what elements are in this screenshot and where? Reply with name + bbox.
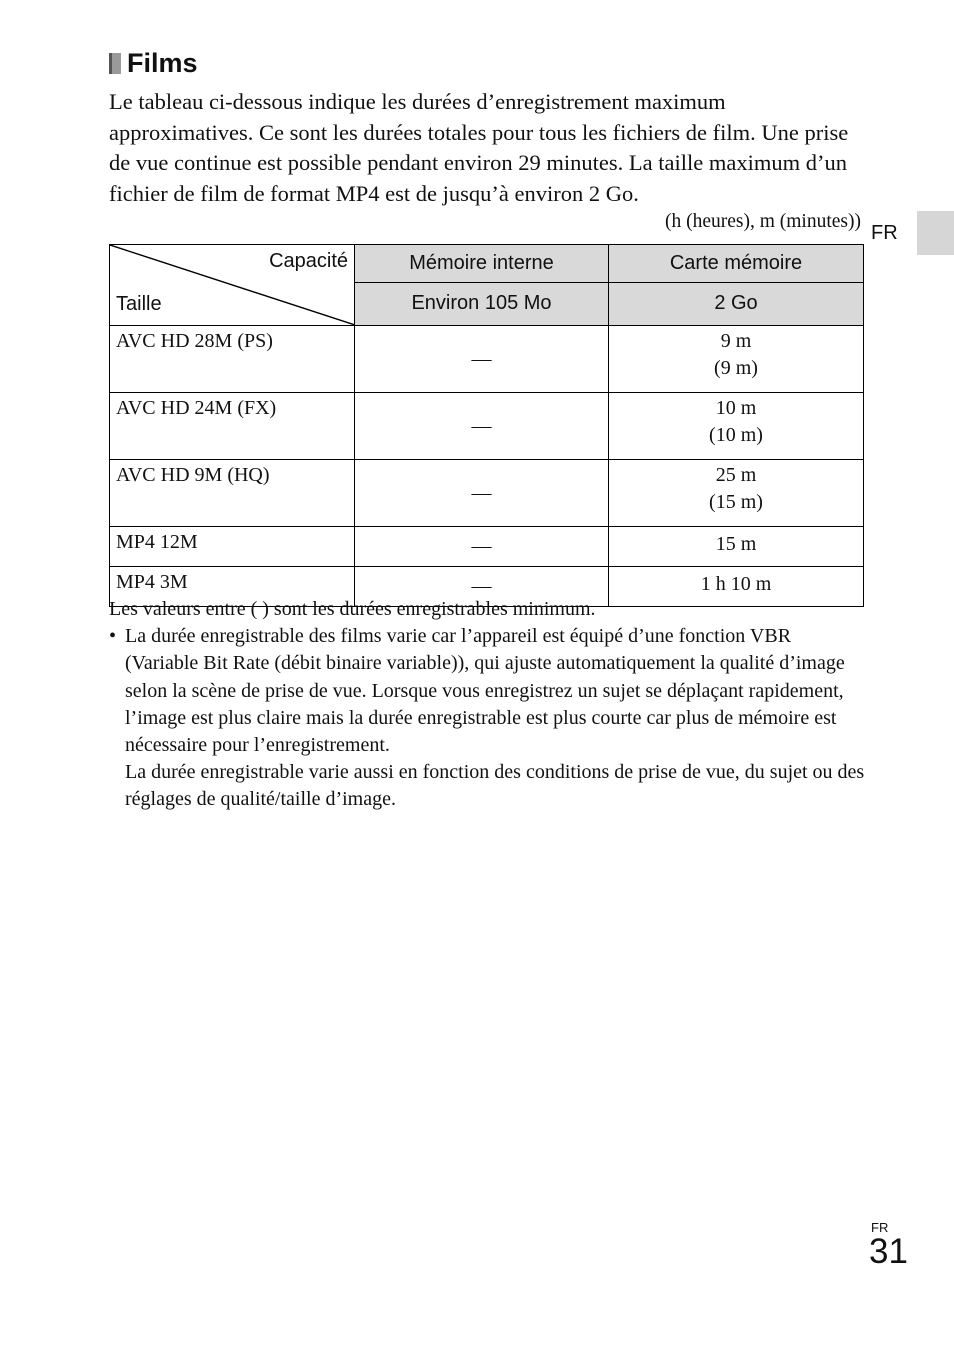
side-language-tab xyxy=(917,211,954,255)
header-internal-memory: Mémoire interne xyxy=(355,245,609,283)
card-value xyxy=(609,326,864,393)
card-min: (15 m) xyxy=(709,491,763,513)
card-max: 10 m xyxy=(715,397,757,419)
card-value xyxy=(609,393,864,460)
corner-cell xyxy=(110,245,355,326)
heading-title: Films xyxy=(127,48,198,78)
internal-value: — xyxy=(355,393,609,460)
card-value: 15 m xyxy=(609,527,864,567)
table-row xyxy=(110,460,864,527)
notes-section xyxy=(109,596,869,814)
recording-time-table xyxy=(109,244,864,607)
card-max: 25 m xyxy=(715,464,757,486)
row-label: AVC HD 28M (PS) xyxy=(110,326,355,393)
minimum-note: Les valeurs entre ( ) sont les durées enregistrables minimum. xyxy=(109,598,596,620)
internal-value: — xyxy=(355,460,609,527)
row-label: AVC HD 24M (FX) xyxy=(110,393,355,460)
table-row xyxy=(110,527,864,567)
internal-value: — xyxy=(355,326,609,393)
internal-memory-size: Environ 105 Mo xyxy=(355,282,609,325)
bullet-icon: • xyxy=(109,625,117,648)
side-language-label: FR xyxy=(871,222,898,244)
heading-marker-icon xyxy=(109,53,121,74)
table-row xyxy=(110,393,864,460)
card-value xyxy=(609,460,864,527)
row-label: MP4 3M xyxy=(110,567,355,607)
units-note: (h (heures), m (minutes)) xyxy=(664,211,861,232)
row-label: AVC HD 9M (HQ) xyxy=(110,460,355,527)
card-min: (10 m) xyxy=(709,424,763,446)
table-row xyxy=(110,326,864,393)
internal-value: — xyxy=(355,567,609,607)
bullet-paragraph-2: La durée enregistrable varie aussi en fonction des conditions de prise de vue, du sujet ou des réglages de qualité/taille d’image. xyxy=(125,761,865,811)
corner-size-label: Taille xyxy=(116,293,162,315)
page-number: 31 xyxy=(869,1232,908,1271)
bullet-paragraph-1: La durée enregistrable des films varie car l’appareil est équipé d’une fonction VBR (Variable Bit Rate (débit binaire variable)), qui ajuste automatiquement la qualité d’image selon la scène de prise de vue. Lorsque vous enregistrez un sujet se déplaçant rapidement, l’image est plus claire mais la durée enregistrable est plus courte car plus de mémoire est nécessaire pour l’enregistrement. xyxy=(125,625,845,757)
corner-capacity-label: Capacité xyxy=(269,250,348,272)
card-min: (9 m) xyxy=(714,357,758,379)
header-memory-card: Carte mémoire xyxy=(609,245,864,283)
bullet-note xyxy=(109,623,869,813)
section-heading xyxy=(109,48,198,79)
memory-card-size: 2 Go xyxy=(609,282,864,325)
row-label: MP4 12M xyxy=(110,527,355,567)
internal-value: — xyxy=(355,527,609,567)
card-max: 9 m xyxy=(720,330,752,352)
card-value: 1 h 10 m xyxy=(609,567,864,607)
table-header-row xyxy=(110,245,864,283)
intro-paragraph: Le tableau ci-dessous indique les durées d’enregistrement maximum approximatives. Ce sont les durées totales pour tous les fichiers de film. Une prise de vue continue est possible pendant environ 29 minutes. La taille maximum d’un fichier de film de format MP4 est de jusqu’à environ 2 Go. xyxy=(109,89,849,206)
page-language-label: FR xyxy=(871,1220,889,1235)
